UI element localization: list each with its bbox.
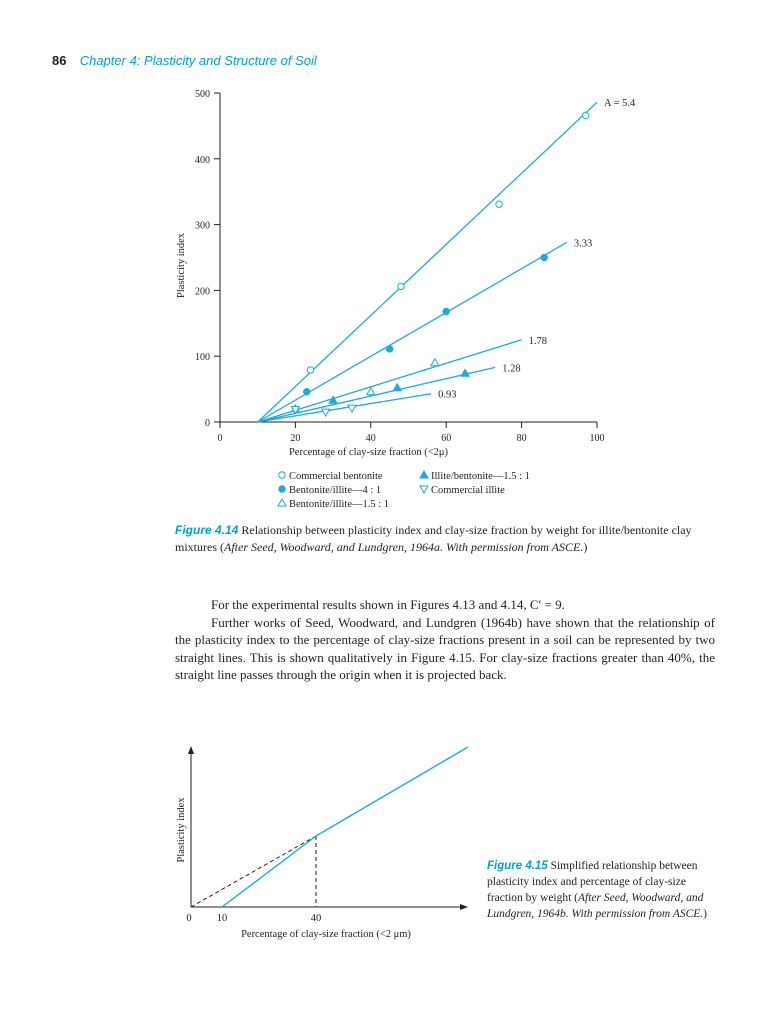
x-tick-label: 60: [441, 433, 452, 444]
figure-4-15-caption: [487, 858, 707, 922]
y-axis-arrow: [188, 746, 194, 754]
series-line-1: [258, 102, 597, 422]
figure-4-15-label: Figure 4.15: [487, 860, 548, 872]
upper-segment-line: [316, 747, 468, 836]
series-line-label-2: 3.33: [573, 238, 593, 250]
figure-4-15-caption-text: Simplified relationship between plasticity index and percentage of clay-size fraction by weight (: [487, 860, 698, 904]
data-point-open-circle: [307, 367, 313, 373]
y-axis-label: Plasticity index: [176, 797, 187, 863]
data-point-open-triangle-down: [420, 486, 428, 493]
y-tick-label: 300: [195, 220, 210, 232]
chapter-title: Chapter 4: Plasticity and Structure of Soil: [79, 53, 317, 68]
body-paragraph-1: For the experimental results shown in Figures 4.13 and 4.14, C′ = 9.: [211, 597, 565, 612]
x-axis-label: Percentage of clay-size fraction (<2 μm): [241, 929, 411, 940]
x-tick-label: 0: [186, 913, 192, 924]
legend-entry-1: Commercial bentonite: [289, 471, 383, 482]
data-point-filled-circle: [304, 389, 310, 395]
body-text: [175, 596, 715, 684]
figure-4-15-caption-end: ): [703, 908, 708, 920]
figure-4-14-caption-italic: After Seed, Woodward, and Lundgren, 1964a. With permission from ASCE.: [224, 540, 584, 554]
data-point-open-circle: [496, 201, 502, 207]
series-line-label-4: 1.28: [502, 363, 521, 375]
data-point-open-triangle-down: [348, 405, 356, 412]
data-point-open-circle: [279, 472, 285, 478]
series-line-2: [258, 242, 567, 422]
x-tick-label: 20: [290, 433, 301, 444]
x-axis-label: Percentage of clay-size fraction (<2μ): [288, 447, 449, 458]
data-point-filled-triangle: [420, 471, 428, 478]
projection-dashed-line: [191, 836, 316, 907]
series-line-label-3: 1.78: [528, 335, 547, 347]
y-tick-label: 100: [195, 352, 210, 364]
data-point-open-triangle: [278, 499, 286, 506]
y-tick-label: 400: [195, 154, 210, 166]
page-number: 86: [52, 53, 67, 68]
legend-entry-3: Bentonite/illite—1.5 : 1: [289, 499, 390, 510]
data-point-filled-circle: [541, 254, 547, 260]
data-point-open-triangle: [431, 359, 439, 366]
data-point-filled-triangle: [461, 369, 469, 376]
x-tick-label: 0: [217, 433, 223, 444]
y-tick-label: 0: [205, 418, 210, 429]
legend-entry-2: Bentonite/illite—4 : 1: [289, 485, 382, 496]
data-point-open-circle: [582, 112, 588, 118]
y-tick-label: 500: [195, 89, 210, 100]
figure-4-14-caption-text: Relationship between plasticity index and clay-size fraction by weight for illite/bentonite clay mixtures (: [175, 523, 692, 554]
x-axis-arrow: [460, 904, 468, 910]
figure-4-14-caption-end: ): [583, 540, 588, 554]
series-line-label-1: A = 5.4: [604, 98, 636, 110]
x-tick-label: 40: [310, 913, 322, 924]
legend-entry-5: Commercial illite: [431, 485, 505, 496]
x-tick-label: 40: [365, 433, 376, 444]
figure-4-14-label: Figure 4.14: [175, 523, 239, 537]
y-axis-label: Plasticity index: [176, 232, 187, 299]
data-point-filled-circle: [279, 486, 285, 492]
x-tick-label: 100: [589, 433, 605, 444]
data-point-open-triangle-down: [322, 409, 330, 416]
data-point-open-circle: [398, 283, 404, 289]
lower-segment-line: [222, 836, 316, 907]
data-point-filled-circle: [386, 346, 392, 352]
series-line-label-5: 0.93: [438, 389, 457, 401]
legend-entry-4: Illite/bentonite—1.5 : 1: [431, 471, 530, 482]
figure-4-14-caption: [175, 522, 715, 556]
x-tick-label: 80: [516, 433, 527, 444]
data-point-filled-triangle: [393, 384, 401, 391]
body-paragraph-2: Further works of Seed, Woodward, and Lundgren (1964b) have shown that the relationship of the plasticity index to the percentage of clay-size fractions present in a soil can be represented by two straight lines. This is shown qualitatively in Figure 4.15. For clay-size fractions greater than 40%, the straight line passes through the origin when it is projected back.: [175, 614, 715, 682]
figure-4-15-caption-italic: After Seed, Woodward, and Lundgren, 1964b. With permission from ASCE.: [487, 892, 704, 920]
x-tick-label: 10: [216, 913, 228, 924]
data-point-filled-circle: [443, 308, 449, 314]
series-line-4: [258, 367, 496, 422]
y-tick-label: 200: [195, 286, 210, 298]
data-point-open-triangle: [367, 388, 375, 395]
